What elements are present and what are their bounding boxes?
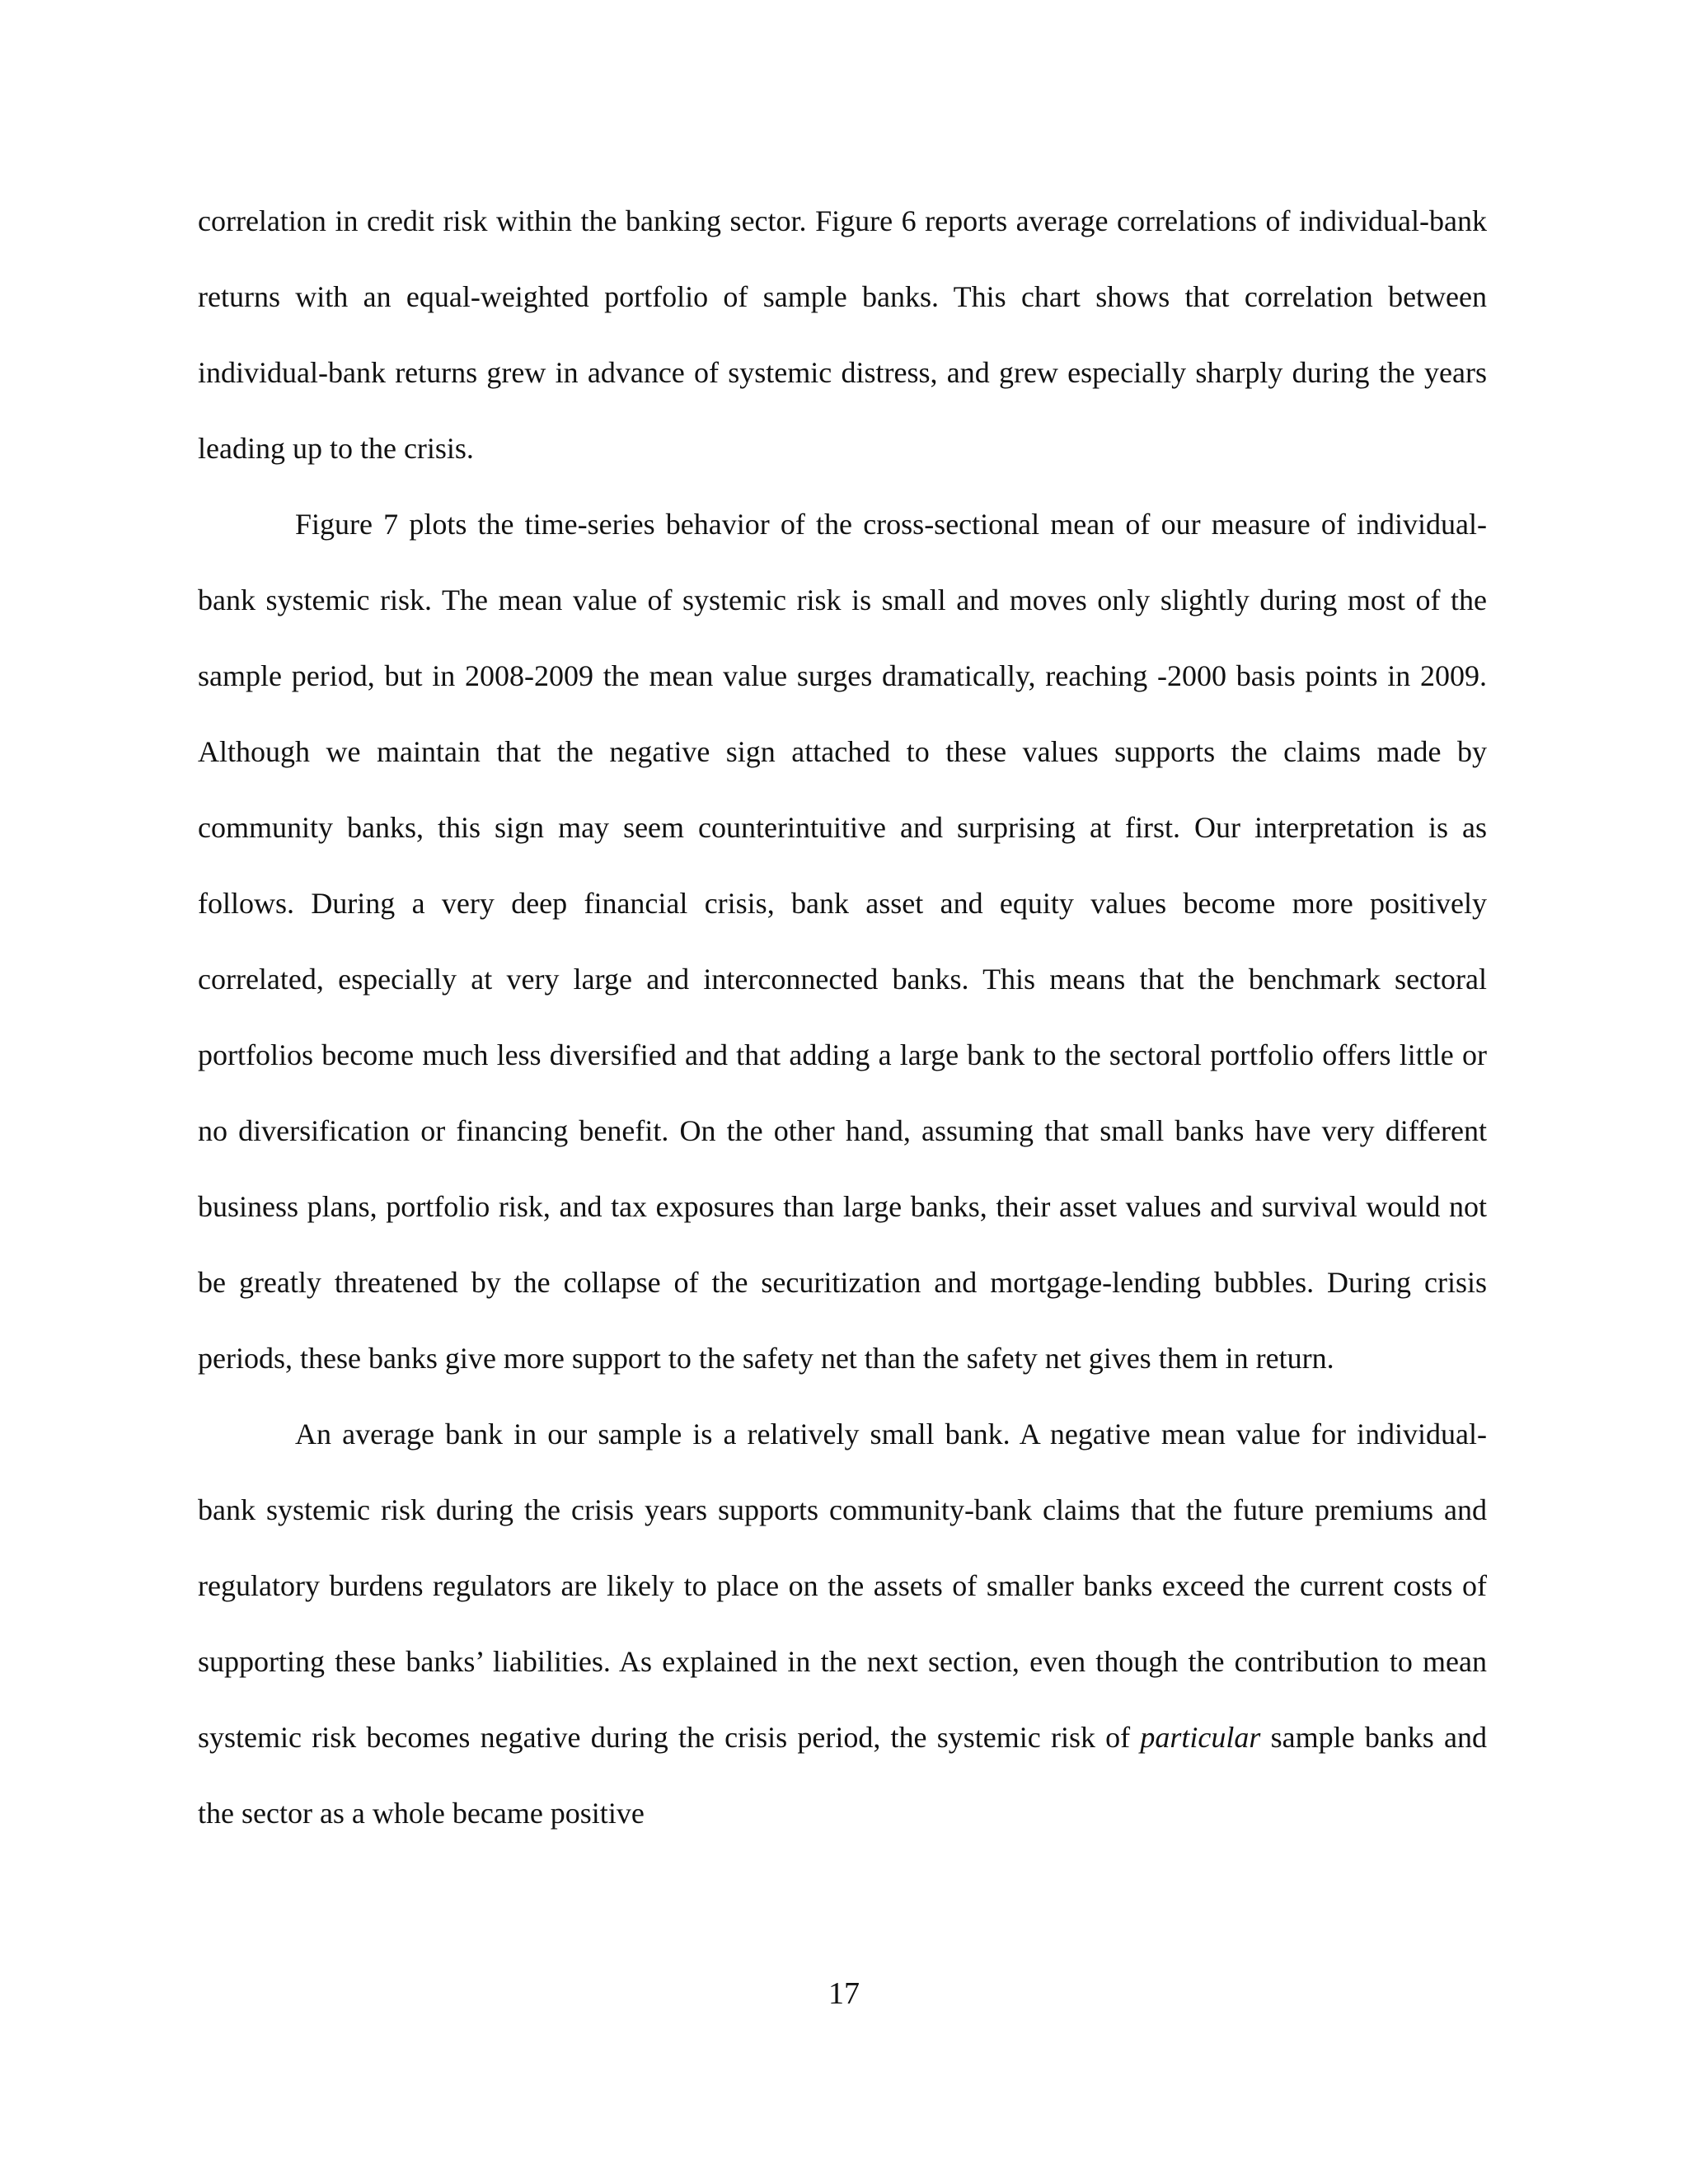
paragraph-3-text-before: An average bank in our sample is a relatively small bank. A negative mean value for individual-bank systemic risk during the crisis years supports community-bank claims that the future premiums and regulatory burdens regulators are likely to place on the assets of smaller banks exceed the current costs of supporting these banks’ liabilities. As explained in the next section, even though the contribution to mean systemic risk becomes negative during the crisis period, the systemic risk of bbox=[198, 1418, 1487, 1754]
paragraph-1-text: correlation in credit risk within the banking sector. Figure 6 reports average correlations of individual-bank returns with an equal-weighted portfolio of sample banks. This chart shows that correlation between individual-bank returns grew in advance of systemic distress, and grew especially sharply during the years leading up to the crisis. bbox=[198, 204, 1487, 465]
page-number: 17 bbox=[828, 1976, 860, 2011]
paragraph-1 bbox=[198, 183, 1487, 486]
paragraph-2-text: Figure 7 plots the time-series behavior of the cross-sectional mean of our measure of individual-bank systemic risk. The mean value of systemic risk is small and moves only slightly during most of the sample period, but in 2008-2009 the mean value surges dramatically, reaching -2000 basis points in 2009. Although we maintain that the negative sign attached to these values supports the claims made by community banks, this sign may seem counterintuitive and surprising at first. Our interpretation is as follows. During a very deep financial crisis, bank asset and equity values become more positively correlated, especially at very large and interconnected banks. This means that the benchmark sectoral portfolios become much less diversified and that adding a large bank to the sectoral portfolio offers little or no diversification or financing benefit. On the other hand, assuming that small banks have very different business plans, portfolio risk, and tax exposures than large banks, their asset values and survival would not be greatly threatened by the collapse of the securitization and mortgage-lending bubbles. During crisis periods, these banks give more support to the safety net than the safety net gives them in return. bbox=[198, 508, 1487, 1375]
paragraph-3 bbox=[198, 1396, 1487, 1851]
body-text bbox=[198, 183, 1487, 1851]
paragraph-3-text-after: sample banks and the sector as a whole became positive bbox=[198, 1721, 1488, 1830]
paragraph-2 bbox=[198, 486, 1487, 1396]
paragraph-3-italic-word: particular bbox=[1140, 1721, 1261, 1754]
